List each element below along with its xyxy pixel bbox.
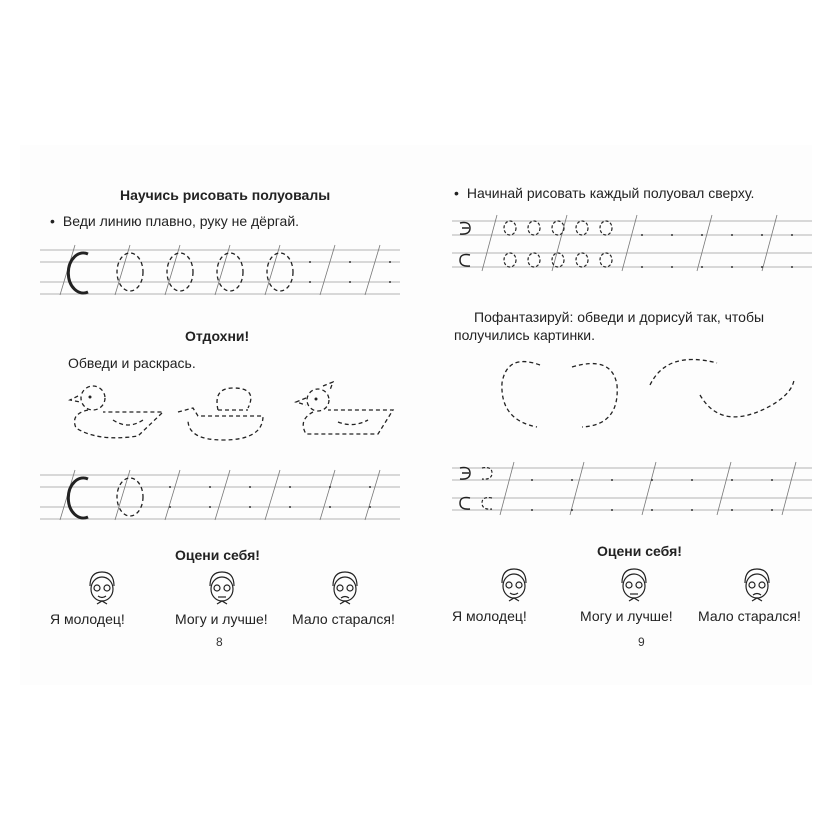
boy-face-icon [325,568,365,608]
rate-option-good[interactable]: Я молодец! [50,611,125,627]
instruction-text: • Веди линию плавно, руку не дёргай. [50,213,299,229]
rest-title: Отдохни! [185,328,250,344]
tracing-row-half-ovals [40,240,400,310]
rate-option-poor[interactable]: Мало старался! [698,608,801,624]
tracing-rows-top [452,213,812,283]
fantasy-instruction-line2: получились картинки. [454,327,596,343]
boy-face-icon [614,565,654,605]
right-page [452,145,822,685]
rate-option-better[interactable]: Могу и лучше! [580,608,673,624]
rate-title: Оцени себя! [597,543,682,559]
rate-option-better[interactable]: Могу и лучше! [175,611,268,627]
fantasy-instruction-line1: Пофантазируй: обведи и дорисуй так, чтобы [474,309,765,325]
duck-outline-icon [168,380,278,440]
boy-face-icon [737,565,777,605]
rate-option-poor[interactable]: Мало старался! [292,611,395,627]
page-title: Научись рисовать полуовалы [120,187,331,203]
page-number: 8 [216,635,223,649]
boy-face-icon [82,568,122,608]
tracing-rows-bottom [452,460,812,525]
instruction-text: • Начинай рисовать каждый полуовал сверху. [454,185,754,201]
rate-option-good[interactable]: Я молодец! [452,608,527,624]
tracing-row-half-ovals-2 [40,465,400,535]
book-spread [20,145,812,685]
boy-face-icon [202,568,242,608]
dashed-curves-drawing [482,355,822,435]
boy-face-icon [494,565,534,605]
duck-outline-icon [58,380,168,440]
rate-title: Оцени себя! [175,547,260,563]
duck-outline-icon [278,380,398,440]
rest-instruction: Обведи и раскрась. [68,355,196,371]
page-number: 9 [638,635,645,649]
left-page [40,145,410,685]
